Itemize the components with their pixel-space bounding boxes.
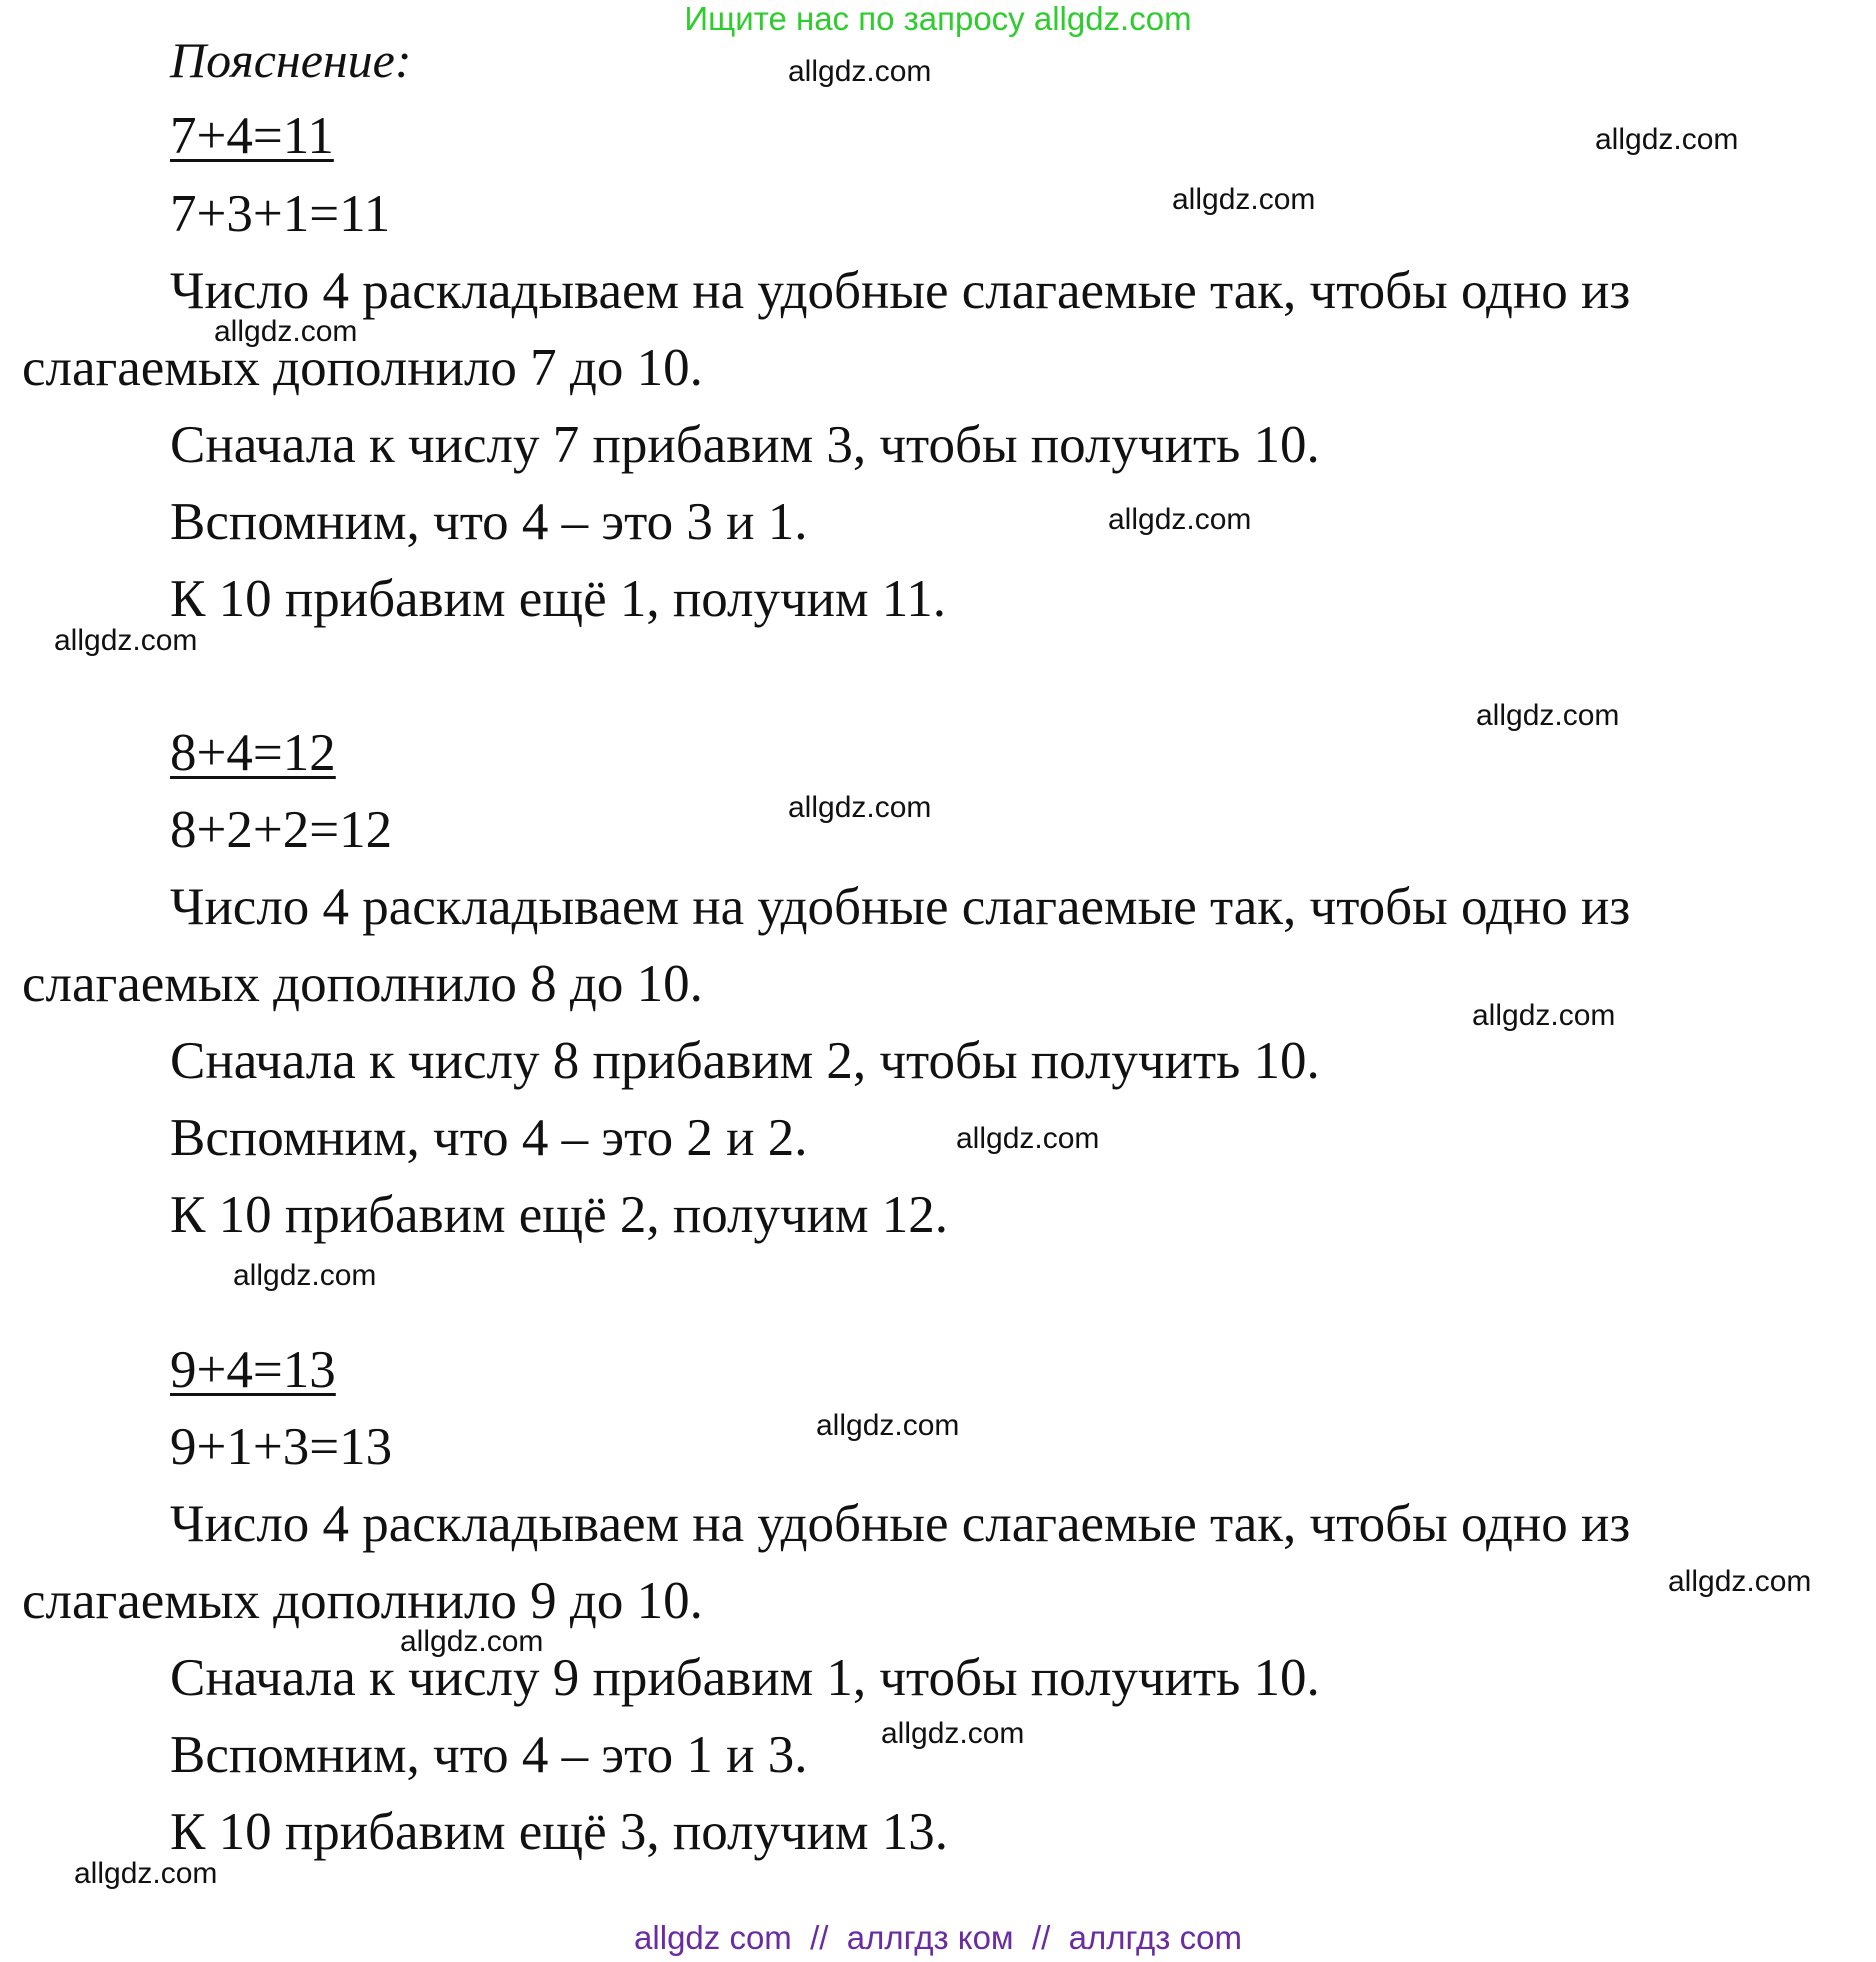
watermark: allgdz.com (400, 1625, 544, 1658)
block-1-step1: Сначала к числу 7 прибавим 3, чтобы получить 10. (170, 416, 1320, 474)
watermark: allgdz.com (1172, 183, 1316, 216)
block-1-step2: Вспомним, что 4 – это 3 и 1. (170, 493, 808, 551)
block-2-step3: К 10 прибавим ещё 2, получим 12. (170, 1186, 949, 1244)
block-1-explanation-line2: слагаемых дополнило 7 до 10. (22, 339, 703, 397)
block-1-equation: 7+4=11 (170, 107, 334, 165)
explanation-heading: Пояснение: (170, 32, 412, 88)
footer-links[interactable]: allgdz com // аллгдз ком // аллгдз com (634, 1919, 1242, 1956)
watermark: allgdz.com (74, 1857, 218, 1890)
watermark: allgdz.com (956, 1122, 1100, 1155)
block-2-explanation-line2: слагаемых дополнило 8 до 10. (22, 955, 703, 1013)
block-2-step2: Вспомним, что 4 – это 2 и 2. (170, 1109, 808, 1167)
watermark: allgdz.com (1595, 123, 1739, 156)
block-3-step1: Сначала к числу 9 прибавим 1, чтобы получить 10. (170, 1649, 1320, 1707)
watermark: allgdz.com (1476, 699, 1620, 732)
block-1-explanation-line1: Число 4 раскладываем на удобные слагаемые так, чтобы одно из (170, 262, 1631, 320)
watermark: allgdz.com (881, 1717, 1025, 1750)
watermark: allgdz.com (1668, 1565, 1812, 1598)
block-3-step3: К 10 прибавим ещё 3, получим 13. (170, 1803, 949, 1861)
watermark: allgdz.com (816, 1409, 960, 1442)
block-1-decomposition: 7+3+1=11 (170, 185, 391, 243)
block-2-decomposition: 8+2+2=12 (170, 801, 393, 859)
watermark: allgdz.com (788, 55, 932, 88)
block-3-step2: Вспомним, что 4 – это 1 и 3. (170, 1726, 808, 1784)
watermark: allgdz.com (233, 1259, 377, 1292)
block-2-equation: 8+4=12 (170, 724, 336, 782)
block-2-explanation-line1: Число 4 раскладываем на удобные слагаемые так, чтобы одно из (170, 878, 1631, 936)
watermark: allgdz.com (54, 624, 198, 657)
block-3-explanation-line1: Число 4 раскладываем на удобные слагаемые так, чтобы одно из (170, 1495, 1631, 1553)
watermark: allgdz.com (1108, 503, 1252, 536)
block-3-explanation-line2: слагаемых дополнило 9 до 10. (22, 1572, 703, 1630)
block-1-step3: К 10 прибавим ещё 1, получим 11. (170, 570, 947, 628)
block-2-step1: Сначала к числу 8 прибавим 2, чтобы получить 10. (170, 1032, 1320, 1090)
watermark: allgdz.com (1472, 999, 1616, 1032)
watermark: allgdz.com (214, 315, 358, 348)
block-3-decomposition: 9+1+3=13 (170, 1418, 393, 1476)
block-3-equation: 9+4=13 (170, 1341, 336, 1399)
header-search-ad[interactable]: Ищите нас по запросу allgdz.com (684, 0, 1192, 37)
watermark: allgdz.com (788, 791, 932, 824)
